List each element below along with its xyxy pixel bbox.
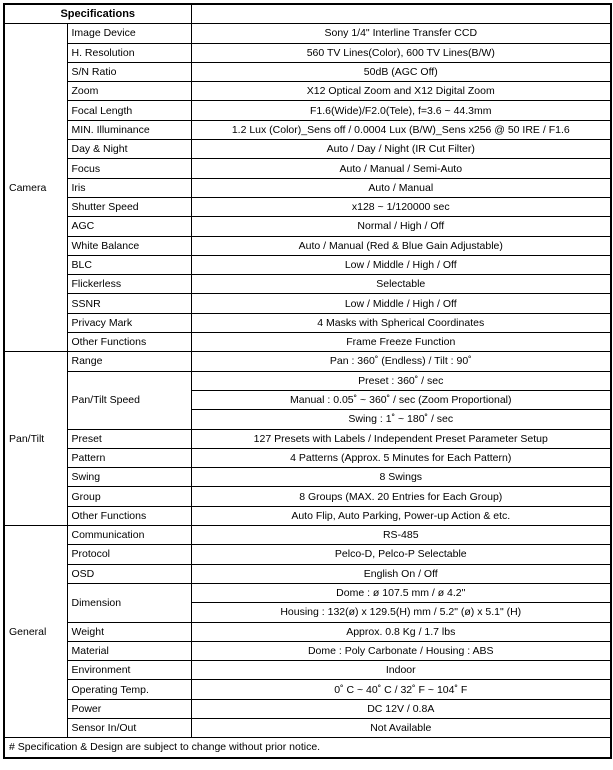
table-row	[4, 487, 611, 506]
category-camera: Camera	[4, 24, 67, 352]
spec-item: Protocol	[67, 545, 191, 564]
table-row	[4, 24, 611, 43]
spec-item: Weight	[67, 622, 191, 641]
table-row	[4, 178, 611, 197]
table-row	[4, 43, 611, 62]
spec-item: Swing	[67, 468, 191, 487]
spec-item: MIN. Illuminance	[67, 120, 191, 139]
spec-item: SSNR	[67, 294, 191, 313]
spec-item: Pattern	[67, 448, 191, 467]
spec-value: Approx. 0.8 Kg / 1.7 lbs	[191, 622, 611, 641]
table-header-row	[4, 4, 611, 24]
table-row	[4, 680, 611, 699]
category-pan-tilt: Pan/Tilt	[4, 352, 67, 526]
spec-item: Zoom	[67, 82, 191, 101]
spec-value: 560 TV Lines(Color), 600 TV Lines(B/W)	[191, 43, 611, 62]
spec-item: H. Resolution	[67, 43, 191, 62]
category-general: General	[4, 526, 67, 738]
table-row	[4, 429, 611, 448]
spec-value: 4 Patterns (Approx. 5 Minutes for Each Pattern)	[191, 448, 611, 467]
spec-value: Frame Freeze Function	[191, 333, 611, 352]
spec-item: OSD	[67, 564, 191, 583]
table-body	[4, 24, 611, 738]
table-row	[4, 140, 611, 159]
table-row	[4, 82, 611, 101]
table-row	[4, 255, 611, 274]
spec-value: Manual : 0.05˚ ~ 360˚ / sec (Zoom Proportional)	[191, 390, 611, 409]
specifications-heading: Specifications	[4, 4, 191, 24]
table-row	[4, 62, 611, 81]
spec-item: Power	[67, 699, 191, 718]
spec-value: 0˚ C ~ 40˚ C / 32˚ F ~ 104˚ F	[191, 680, 611, 699]
footnote-row	[4, 738, 611, 758]
spec-value: Dome : Poly Carbonate / Housing : ABS	[191, 641, 611, 660]
spec-item: Pan/Tilt Speed	[67, 371, 191, 429]
spec-item: Shutter Speed	[67, 197, 191, 216]
specifications-table	[3, 3, 612, 759]
spec-value: Not Available	[191, 718, 611, 737]
table-row	[4, 236, 611, 255]
spec-value: Low / Middle / High / Off	[191, 294, 611, 313]
table-row	[4, 448, 611, 467]
table-row	[4, 699, 611, 718]
table-row	[4, 217, 611, 236]
spec-value: Housing : 132(ø) x 129.5(H) mm / 5.2" (ø) x 5.1" (H)	[191, 603, 611, 622]
spec-item: Environment	[67, 661, 191, 680]
table-row	[4, 622, 611, 641]
spec-value: Low / Middle / High / Off	[191, 255, 611, 274]
table-row	[4, 101, 611, 120]
table-row	[4, 313, 611, 332]
value-heading	[191, 4, 611, 24]
table-row	[4, 275, 611, 294]
spec-item: Focus	[67, 159, 191, 178]
spec-value: Selectable	[191, 275, 611, 294]
table-row	[4, 197, 611, 216]
table-row	[4, 352, 611, 371]
spec-value: F1.6(Wide)/F2.0(Tele), f=3.6 ~ 44.3mm	[191, 101, 611, 120]
spec-item: Other Functions	[67, 506, 191, 525]
spec-item: White Balance	[67, 236, 191, 255]
spec-value: DC 12V / 0.8A	[191, 699, 611, 718]
spec-item: Material	[67, 641, 191, 660]
spec-value: 8 Swings	[191, 468, 611, 487]
spec-value: 127 Presets with Labels / Independent Preset Parameter Setup	[191, 429, 611, 448]
spec-value: Auto / Manual / Semi-Auto	[191, 159, 611, 178]
spec-item: Range	[67, 352, 191, 371]
table-row	[4, 159, 611, 178]
spec-item: Operating Temp.	[67, 680, 191, 699]
table-row	[4, 526, 611, 545]
table-row	[4, 564, 611, 583]
table-row	[4, 718, 611, 737]
spec-item: BLC	[67, 255, 191, 274]
spec-item: Flickerless	[67, 275, 191, 294]
spec-value: Preset : 360˚ / sec	[191, 371, 611, 390]
spec-item: Privacy Mark	[67, 313, 191, 332]
table-row	[4, 333, 611, 352]
spec-item: Iris	[67, 178, 191, 197]
spec-value: X12 Optical Zoom and X12 Digital Zoom	[191, 82, 611, 101]
spec-value: 50dB (AGC Off)	[191, 62, 611, 81]
spec-value: x128 ~ 1/120000 sec	[191, 197, 611, 216]
table-row	[4, 583, 611, 602]
table-row	[4, 371, 611, 390]
spec-item: Focal Length	[67, 101, 191, 120]
spec-item: Image Device	[67, 24, 191, 43]
spec-item: Preset	[67, 429, 191, 448]
table-row	[4, 294, 611, 313]
spec-item: Day & Night	[67, 140, 191, 159]
table-row	[4, 120, 611, 139]
spec-value: Sony 1/4" Interline Transfer CCD	[191, 24, 611, 43]
spec-value: Auto / Manual	[191, 178, 611, 197]
table-row	[4, 545, 611, 564]
spec-value: Auto / Day / Night (IR Cut Filter)	[191, 140, 611, 159]
spec-value: Auto / Manual (Red & Blue Gain Adjustable)	[191, 236, 611, 255]
spec-value: English On / Off	[191, 564, 611, 583]
spec-value: Swing : 1˚ ~ 180˚ / sec	[191, 410, 611, 429]
spec-item: Dimension	[67, 583, 191, 622]
table-row	[4, 661, 611, 680]
spec-value: 1.2 Lux (Color)_Sens off / 0.0004 Lux (B/W)_Sens x256 @ 50 IRE / F1.6	[191, 120, 611, 139]
spec-item: Group	[67, 487, 191, 506]
spec-value: Auto Flip, Auto Parking, Power-up Action & etc.	[191, 506, 611, 525]
spec-value: Dome : ø 107.5 mm / ø 4.2"	[191, 583, 611, 602]
table-row	[4, 468, 611, 487]
footnote: # Specification & Design are subject to change without prior notice.	[4, 738, 611, 758]
table-row	[4, 641, 611, 660]
spec-value: 8 Groups (MAX. 20 Entries for Each Group)	[191, 487, 611, 506]
spec-value: Indoor	[191, 661, 611, 680]
spec-item: Communication	[67, 526, 191, 545]
spec-value: Normal / High / Off	[191, 217, 611, 236]
table-row	[4, 506, 611, 525]
spec-value: RS-485	[191, 526, 611, 545]
spec-value: 4 Masks with Spherical Coordinates	[191, 313, 611, 332]
spec-value: Pan : 360˚ (Endless) / Tilt : 90˚	[191, 352, 611, 371]
spec-item: S/N Ratio	[67, 62, 191, 81]
spec-item: Sensor In/Out	[67, 718, 191, 737]
spec-value: Pelco-D, Pelco-P Selectable	[191, 545, 611, 564]
spec-item: AGC	[67, 217, 191, 236]
spec-item: Other Functions	[67, 333, 191, 352]
